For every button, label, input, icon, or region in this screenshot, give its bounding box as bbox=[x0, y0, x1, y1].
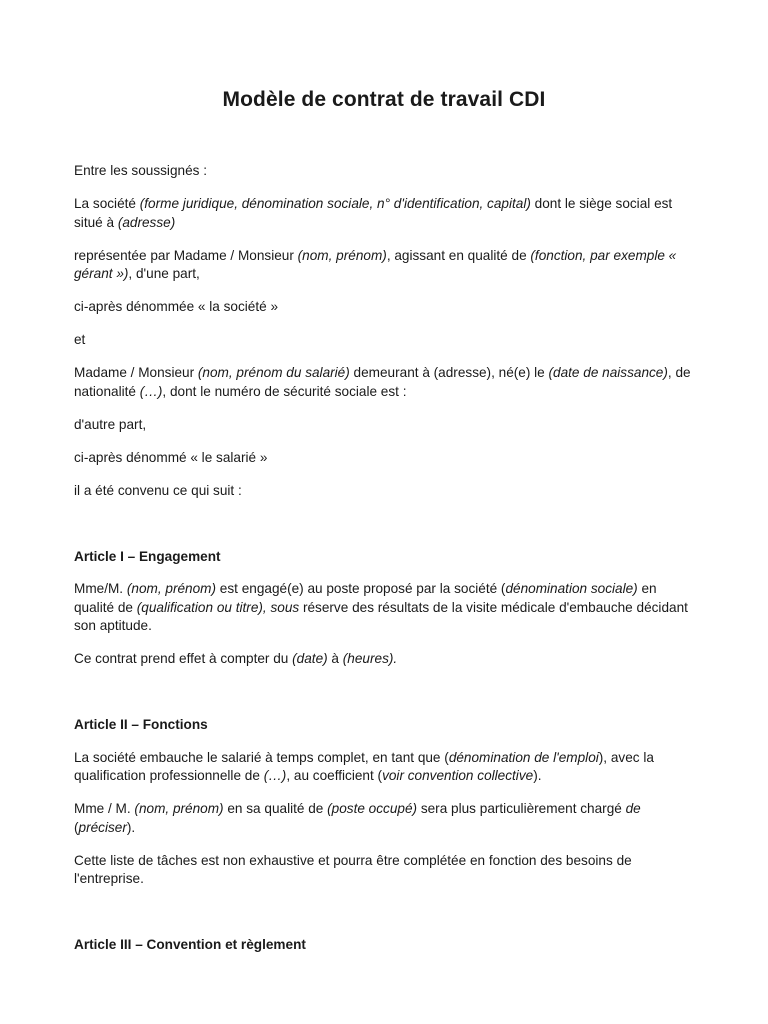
article-2-heading: Article II – Fonctions bbox=[74, 717, 208, 732]
intro-and: et bbox=[74, 332, 86, 347]
intro-parties-line: Entre les soussignés : bbox=[74, 163, 207, 178]
intro-agreement: il a été convenu ce qui suit : bbox=[74, 482, 242, 498]
body-text: demeurant à (adresse), né(e) le bbox=[349, 365, 549, 380]
document-body bbox=[74, 162, 696, 969]
body-text: réserve des résultats de la visite médicale d'embauche décidant son aptitude. bbox=[74, 599, 688, 633]
body-text: en qualité de bbox=[74, 581, 657, 615]
body-text: Madame / Monsieur bbox=[74, 365, 198, 380]
intro-representative-paragraph bbox=[74, 247, 696, 284]
body-text: dont le siège social est situé à bbox=[74, 196, 673, 230]
intro-employee-paragraph bbox=[74, 364, 696, 401]
intro-employee-designation: ci-après dénommé « le salarié » bbox=[74, 449, 268, 465]
placeholder-text: (qualification ou titre), sous bbox=[136, 599, 300, 615]
article-2-paragraph-2 bbox=[74, 800, 696, 837]
body-text: représentée par Madame / Monsieur bbox=[74, 247, 298, 263]
body-text: , d'une part, bbox=[128, 266, 200, 281]
placeholder-text: (poste occupé) bbox=[327, 801, 418, 816]
placeholder-text: (nom, prénom) bbox=[297, 247, 387, 263]
body-text: en sa qualité de bbox=[223, 801, 328, 816]
placeholder-text: (fonction, par exemple « gérant ») bbox=[74, 247, 677, 281]
placeholder-text: voir convention collective bbox=[382, 768, 534, 783]
placeholder-text: de bbox=[625, 801, 641, 816]
article-3-heading: Article III – Convention et règlement bbox=[74, 937, 306, 952]
body-text: est engagé(e) au poste proposé par la société ( bbox=[216, 581, 506, 596]
article-1-paragraph-2 bbox=[74, 650, 696, 669]
body-text: La société embauche le salarié à temps complet, en tant que ( bbox=[74, 749, 449, 765]
intro-company-paragraph bbox=[74, 195, 696, 232]
body-text: La société bbox=[74, 196, 140, 211]
placeholder-text: (nom, prénom) bbox=[134, 801, 224, 816]
body-text: , au coefficient ( bbox=[286, 768, 383, 783]
placeholder-text: (adresse) bbox=[117, 214, 176, 230]
body-text: , agissant en qualité de bbox=[386, 247, 531, 263]
section-spacer bbox=[74, 903, 696, 936]
intro-company-designation: ci-après dénommée « la société » bbox=[74, 299, 279, 314]
placeholder-text: (date de naissance) bbox=[548, 365, 668, 380]
placeholder-text: dénomination de l'emploi bbox=[448, 749, 599, 765]
placeholder-text: (heures). bbox=[342, 651, 398, 666]
placeholder-text: (…) bbox=[139, 383, 163, 399]
body-text: , de nationalité bbox=[74, 365, 691, 399]
body-text: à bbox=[327, 651, 343, 666]
placeholder-text: dénomination sociale) bbox=[505, 581, 638, 596]
article-2-paragraph-1 bbox=[74, 749, 696, 786]
body-text: ), avec la qualification professionnelle de bbox=[74, 749, 654, 783]
body-text: sera plus particulièrement chargé bbox=[417, 801, 626, 816]
body-text: Mme/M. bbox=[74, 581, 127, 596]
document-title: Modèle de contrat de travail CDI bbox=[222, 88, 546, 111]
body-text: ). bbox=[533, 768, 542, 783]
placeholder-text: (date) bbox=[292, 651, 328, 666]
placeholder-text: (forme juridique, dénomination sociale, n° d'identification, capital) bbox=[139, 196, 531, 211]
placeholder-text: (nom, prénom du salarié) bbox=[197, 365, 350, 380]
body-text: Ce contrat prend effet à compter du bbox=[74, 651, 293, 666]
article-1-heading: Article I – Engagement bbox=[74, 548, 221, 564]
placeholder-text: préciser bbox=[78, 819, 127, 835]
article-1-paragraph-1 bbox=[74, 580, 696, 636]
intro-other-part: d'autre part, bbox=[74, 416, 147, 432]
article-2-paragraph-3: Cette liste de tâches est non exhaustive et pourra être complétée en fonction des besoins de l'entreprise. bbox=[74, 852, 632, 886]
body-text: , dont le numéro de sécurité sociale est : bbox=[162, 383, 407, 399]
placeholder-text: (…) bbox=[263, 768, 287, 783]
placeholder-text: (nom, prénom) bbox=[126, 581, 217, 596]
body-text: Mme / M. bbox=[74, 801, 135, 816]
section-spacer bbox=[74, 683, 696, 716]
section-spacer bbox=[74, 515, 696, 548]
body-text: ). bbox=[126, 819, 136, 835]
body-text: ( bbox=[74, 819, 79, 835]
